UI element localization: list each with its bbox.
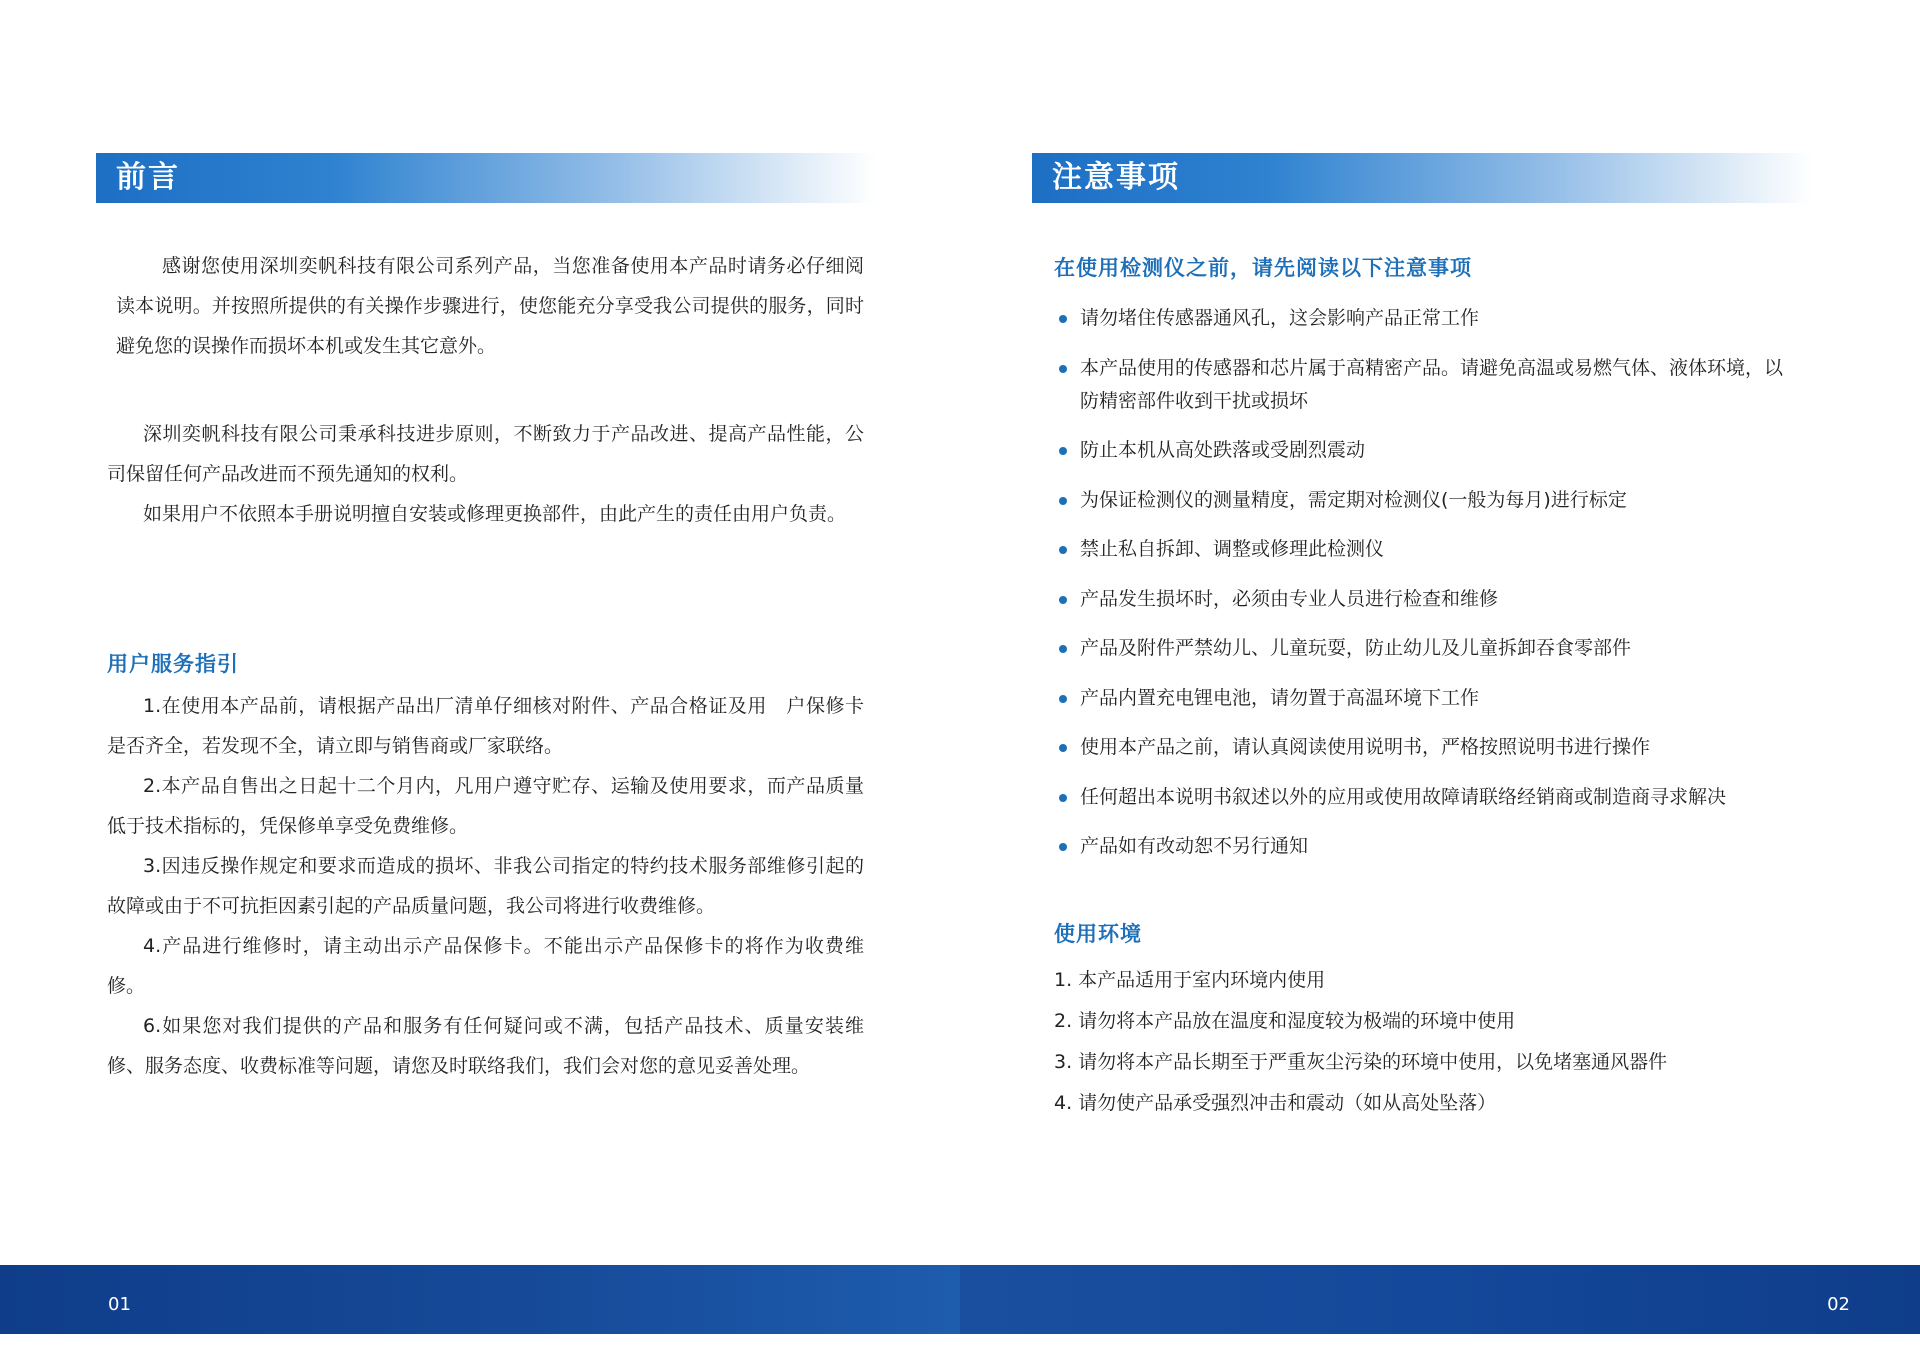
bullet-dot-icon: [1059, 315, 1067, 323]
page-number-left: 01: [108, 1294, 131, 1315]
list-item: 2. 请勿将本产品放在温度和湿度较为极端的环境中使用: [1054, 1010, 1516, 1032]
bullet-dot-icon: [1059, 497, 1067, 505]
bullet-dot-icon: [1059, 546, 1067, 554]
company-paragraph-1: 深圳奕帆科技有限公司秉承科技进步原则，不断致力于产品改进、提高产品性能，公司保留任何产品改进而不预先通知的权利。: [107, 423, 864, 485]
page-right: [960, 0, 1920, 1334]
bullet-dot-icon: [1059, 365, 1067, 373]
list-item: 使用本产品之前，请认真阅读使用说明书，严格按照说明书进行操作: [1056, 731, 1796, 764]
notice-banner-title: 注意事项: [1052, 160, 1180, 195]
list-item: 1. 本产品适用于室内环境内使用: [1054, 969, 1326, 991]
preface-banner: [96, 153, 876, 203]
bullet-dot-icon: [1059, 695, 1067, 703]
service-block: [107, 686, 864, 1086]
notice-banner: [1032, 153, 1812, 203]
list-item: 本产品使用的传感器和芯片属于高精密产品。请避免高温或易燃气体、液体环境，以防精密部件收到干扰或损坏: [1056, 352, 1796, 418]
list-item: 3. 请勿将本产品长期至于严重灰尘污染的环境中使用，以免堵塞通风器件: [1054, 1051, 1668, 1073]
bullet-dot-icon: [1059, 447, 1067, 455]
service-item-6: 6.如果您对我们提供的产品和服务有任何疑问或不满，包括产品技术、质量安装维修、服务态度、收费标准等问题，请您及时联络我们，我们会对您的意见妥善处理。: [107, 1015, 864, 1077]
list-item: 任何超出本说明书叙述以外的应用或使用故障请联络经销商或制造商寻求解决: [1056, 781, 1796, 814]
service-section-title: 用户服务指引: [107, 652, 239, 676]
list-item: 4. 请勿使产品承受强烈冲击和震动（如从高处坠落）: [1054, 1092, 1497, 1114]
list-item: 产品如有改动恕不另行通知: [1056, 830, 1796, 863]
list-item: 产品内置充电锂电池，请勿置于高温环境下工作: [1056, 682, 1796, 715]
env-section-title: 使用环境: [1054, 922, 1142, 946]
list-item: 请勿堵住传感器通风孔，这会影响产品正常工作: [1056, 302, 1796, 335]
list-item: 禁止私自拆卸、调整或修理此检测仪: [1056, 533, 1796, 566]
company-block: [107, 414, 864, 534]
service-item-4: 4.产品进行维修时，请主动出示产品保修卡。不能出示产品保修卡的将作为收费维修。: [107, 935, 864, 997]
list-item: 产品发生损坏时，必须由专业人员进行检查和维修: [1056, 583, 1796, 616]
list-item: 产品及附件严禁幼儿、儿童玩耍，防止幼儿及儿童拆卸吞食零部件: [1056, 632, 1796, 665]
bullet-dot-icon: [1059, 645, 1067, 653]
bullet-dot-icon: [1059, 596, 1067, 604]
service-item-1: 1.在使用本产品前，请根据产品出厂清单仔细核对附件、产品合格证及用 户保修卡是否齐全，若发现不全，请立即与销售商或厂家联络。: [107, 695, 864, 757]
footer-right: [960, 1265, 1920, 1334]
service-item-3: 3.因违反操作规定和要求而造成的损坏、非我公司指定的特约技术服务部维修引起的故障或由于不可抗拒因素引起的产品质量问题，我公司将进行收费维修。: [107, 855, 864, 917]
company-paragraph-2: 如果用户不依照本手册说明擅自安装或修理更换部件，由此产生的责任由用户负责。: [143, 503, 847, 525]
preface-title: 前言: [116, 160, 180, 195]
page-left: [0, 0, 960, 1334]
list-item: 为保证检测仪的测量精度，需定期对检测仪(一般为每月)进行标定: [1056, 484, 1796, 517]
env-list: [1054, 960, 1794, 1124]
notice-section-title: 在使用检测仪之前，请先阅读以下注意事项: [1054, 256, 1472, 280]
intro-paragraph: 感谢您使用深圳奕帆科技有限公司系列产品，当您准备使用本产品时请务必仔细阅读本说明。并按照所提供的有关操作步骤进行，使您能充分享受我公司提供的服务，同时避免您的误操作而损坏本机或发生其它意外。: [116, 255, 864, 357]
service-item-2: 2.本产品自售出之日起十二个月内，凡用户遵守贮存、运输及使用要求，而产品质量低于技术指标的，凭保修单享受免费维修。: [107, 775, 864, 837]
page-number-right: 02: [1827, 1294, 1850, 1315]
bullet-dot-icon: [1059, 744, 1067, 752]
bullet-dot-icon: [1059, 843, 1067, 851]
footer-left: [0, 1265, 960, 1334]
notice-list: [1056, 302, 1796, 880]
bullet-dot-icon: [1059, 794, 1067, 802]
intro-block: [116, 246, 864, 366]
list-item: 防止本机从高处跌落或受剧烈震动: [1056, 434, 1796, 467]
